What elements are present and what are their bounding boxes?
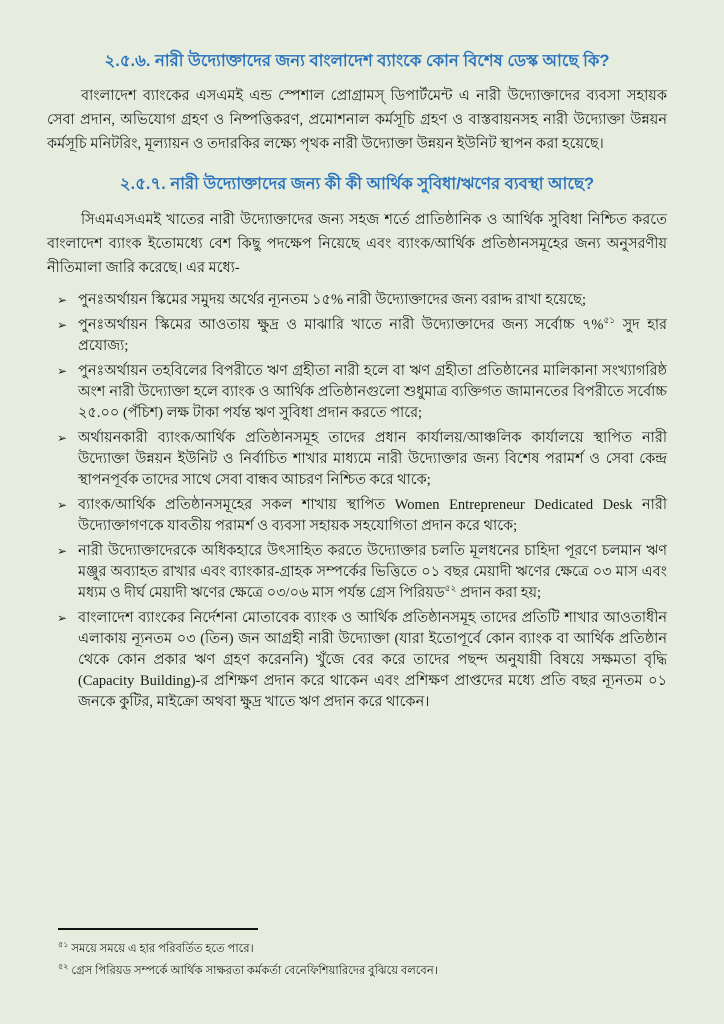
bullet-arrow-icon: ➢	[57, 363, 68, 378]
list-item: ➢ ব্যাংক/আর্থিক প্রতিষ্ঠানসমূহের সকল শাখায় স্থাপিত Women Entrepreneur Dedicated Desk নারী উদ্যোক্তাগণকে যাবতীয় পরামর্শ ও ব্যবসা সহায়ক সহযোগিতা প্রদান করে থাকে;	[57, 496, 667, 534]
bullet-arrow-icon: ➢	[57, 497, 68, 512]
footnote-area	[58, 928, 678, 980]
list-item: ➢ অর্থায়নকারী ব্যাংক/আর্থিক প্রতিষ্ঠানসমূহ তাদের প্রধান কার্যালয়/আঞ্চলিক কার্যালয়ে স্থাপিত নারী উদ্যোক্তা উন্নয়ন ইউনিট ও নির্বাচিত শাখার মাধ্যমে নারী উদ্যোক্তার জন্য বিশেষ পরামর্শ ও সেবা কেন্দ্র স্থাপনপূর্বক তাদের সাথে সেবা বান্ধব আচরণ নিশ্চিত করে থাকে;	[57, 429, 667, 488]
list-item: ➢ পুনঃঅর্থায়ন তহবিলের বিপরীতে ঋণ গ্রহীতা নারী হলে বা ঋণ গ্রহীতা প্রতিষ্ঠানের মালিকানা সংখ্যাগরিষ্ঠ অংশ নারী উদ্যোক্তা হলে ব্যাংক ও আর্থিক প্রতিষ্ঠানগুলো শুধুমাত্র ব্যক্তিগত জামানতের বিপরীতে সর্বোচ্চ ২৫.০০ (পঁচিশ) লক্ষ টাকা পর্যন্ত ঋণ সুবিধা প্রদান করতে পারে;	[57, 362, 667, 421]
bullet-arrow-icon: ➢	[57, 610, 68, 625]
footnote-marker: ৫১	[58, 940, 69, 949]
bullet-arrow-icon: ➢	[57, 430, 68, 445]
footnote: $^{৫১}$ সময়ে সময়ে এ হার পরিবর্তিত হতে পারে।	[58, 940, 254, 955]
footnote-reference: ৫১	[603, 314, 616, 325]
footnote-separator	[58, 928, 258, 930]
section-heading-2-5-7: ২.৫.৭. নারী উদ্যোক্তাদের জন্য কী কী আর্থিক সুবিধা/ঋণের ব্যবস্থা আছে?	[119, 175, 595, 194]
bullet-arrow-icon: ➢	[57, 543, 68, 558]
bullet-arrow-icon: ➢	[57, 292, 68, 307]
financial-facility-list	[47, 290, 667, 713]
section-heading-2-5-6: ২.৫.৬. নারী উদ্যোক্তাদের জন্য বাংলাদেশ ব্যাংকে কোন বিশেষ ডেস্ক আছে কি?	[104, 52, 610, 70]
footnote: $^{৫২}$ গ্রেস পিরিয়ড সম্পর্কে আর্থিক সাক্ষরতা কর্মকর্তা বেনেফিশিয়ারিদের বুঝিয়ে বলবেন।	[58, 961, 438, 977]
footnote-marker: ৫২	[58, 961, 69, 971]
list-item: ➢ পুনঃঅর্থায়ন স্কিমের সমুদয় অর্থের ন্যূনতম ১৫% নারী উদ্যোক্তাদের জন্য বরাদ্দ রাখা হয়েছে;	[47, 290, 667, 311]
footnote-reference: ৫২	[444, 582, 457, 593]
bullet-arrow-icon: ➢	[57, 317, 68, 332]
section-2-5-6-paragraph: বাংলাদেশ ব্যাংকের এসএমই এন্ড স্পেশাল প্রোগ্রামস্ ডিপার্টমেন্ট এ নারী উদ্যোক্তাদের ব্যবসা সহায়ক সেবা প্রদান, অভিযোগ গ্রহণ ও নিষ্পত্তিকরণ, প্রমোশনাল কর্মসূচি গ্রহণ ও বাস্তবায়নসহ নারী উদ্যোক্তা উন্নয়ন কর্মসূচি মনিটরিং, মূল্যায়ন ও তদারকির লক্ষ্যে পৃথক নারী উদ্যোক্তা উন্নয়ন ইউনিট স্থাপন করা হয়েছে।	[47, 88, 667, 153]
section-2-5-7-paragraph: সিএমএসএমই খাতের নারী উদ্যোক্তাদের জন্য সহজ শর্তে প্রাতিষ্ঠানিক ও আর্থিক সুবিধা নিশ্চিত করতে বাংলাদেশ ব্যাংক ইতোমধ্যে বেশ কিছু পদক্ষেপ নিয়েছে এবং ব্যাংক/আর্থিক প্রতিষ্ঠানসমূহের জন্য অনুসরণীয় নীতিমালা জারি করেছে। এর মধ্যে-	[47, 211, 667, 276]
list-item: ➢ পুনঃঅর্থায়ন স্কিমের আওতায় ক্ষুদ্র ও মাঝারি খাতে নারী উদ্যোক্তাদের জন্য সর্বোচ্চ ৭%$^{৫১}$ সুদ হার প্রযোজ্য;	[57, 314, 668, 354]
list-item: ➢ বাংলাদেশ ব্যাংকের নির্দেশনা মোতাবেক ব্যাংক ও আর্থিক প্রতিষ্ঠানসমূহ তাদের প্রতিটি শাখার আওতাধীন এলাকায় ন্যূনতম ০৩ (তিন) জন আগ্রহী নারী উদ্যোক্তা (যারা ইতোপূর্বে কোন ব্যাংক বা আর্থিক প্রতিষ্ঠান থেকে কোন প্রকার ঋণ গ্রহণ করেননি) খুঁজে বের করে তাদের পছন্দ অনুযায়ী বিষয়ে সক্ষমতা বৃদ্ধি (Capacity Building)-র প্রশিক্ষণ প্রদান করে থাকেন এবং প্রশিক্ষণ প্রাপ্তদের মধ্যে প্রতি বছর ন্যূনতম ০১ জনকে কুটির, মাইক্রো অথবা ক্ষুদ্র খাতে ঋণ প্রদান করে থাকেন।	[57, 609, 667, 710]
footnote-list	[58, 936, 678, 980]
list-item: ➢ নারী উদ্যোক্তাদেরকে অধিকহারে উৎসাহিত করতে উদ্যোক্তার চলতি মূলধনের চাহিদা পূরণে চলমান ঋণ মঞ্জুর অব্যাহত রাখার এবং ব্যাংকার-গ্রাহক সম্পর্কের ভিত্তিতে ০১ বছর মেয়াদী ঋণের ক্ষেত্রে ০৩ মাস এবং মধ্যম ও দীর্ঘ মেয়াদী ঋণের ক্ষেত্রে ০৩/০৬ মাস পর্যন্ত গ্রেস পিরিয়ড$^{৫২}$ প্রদান করা হয়;	[57, 542, 667, 601]
